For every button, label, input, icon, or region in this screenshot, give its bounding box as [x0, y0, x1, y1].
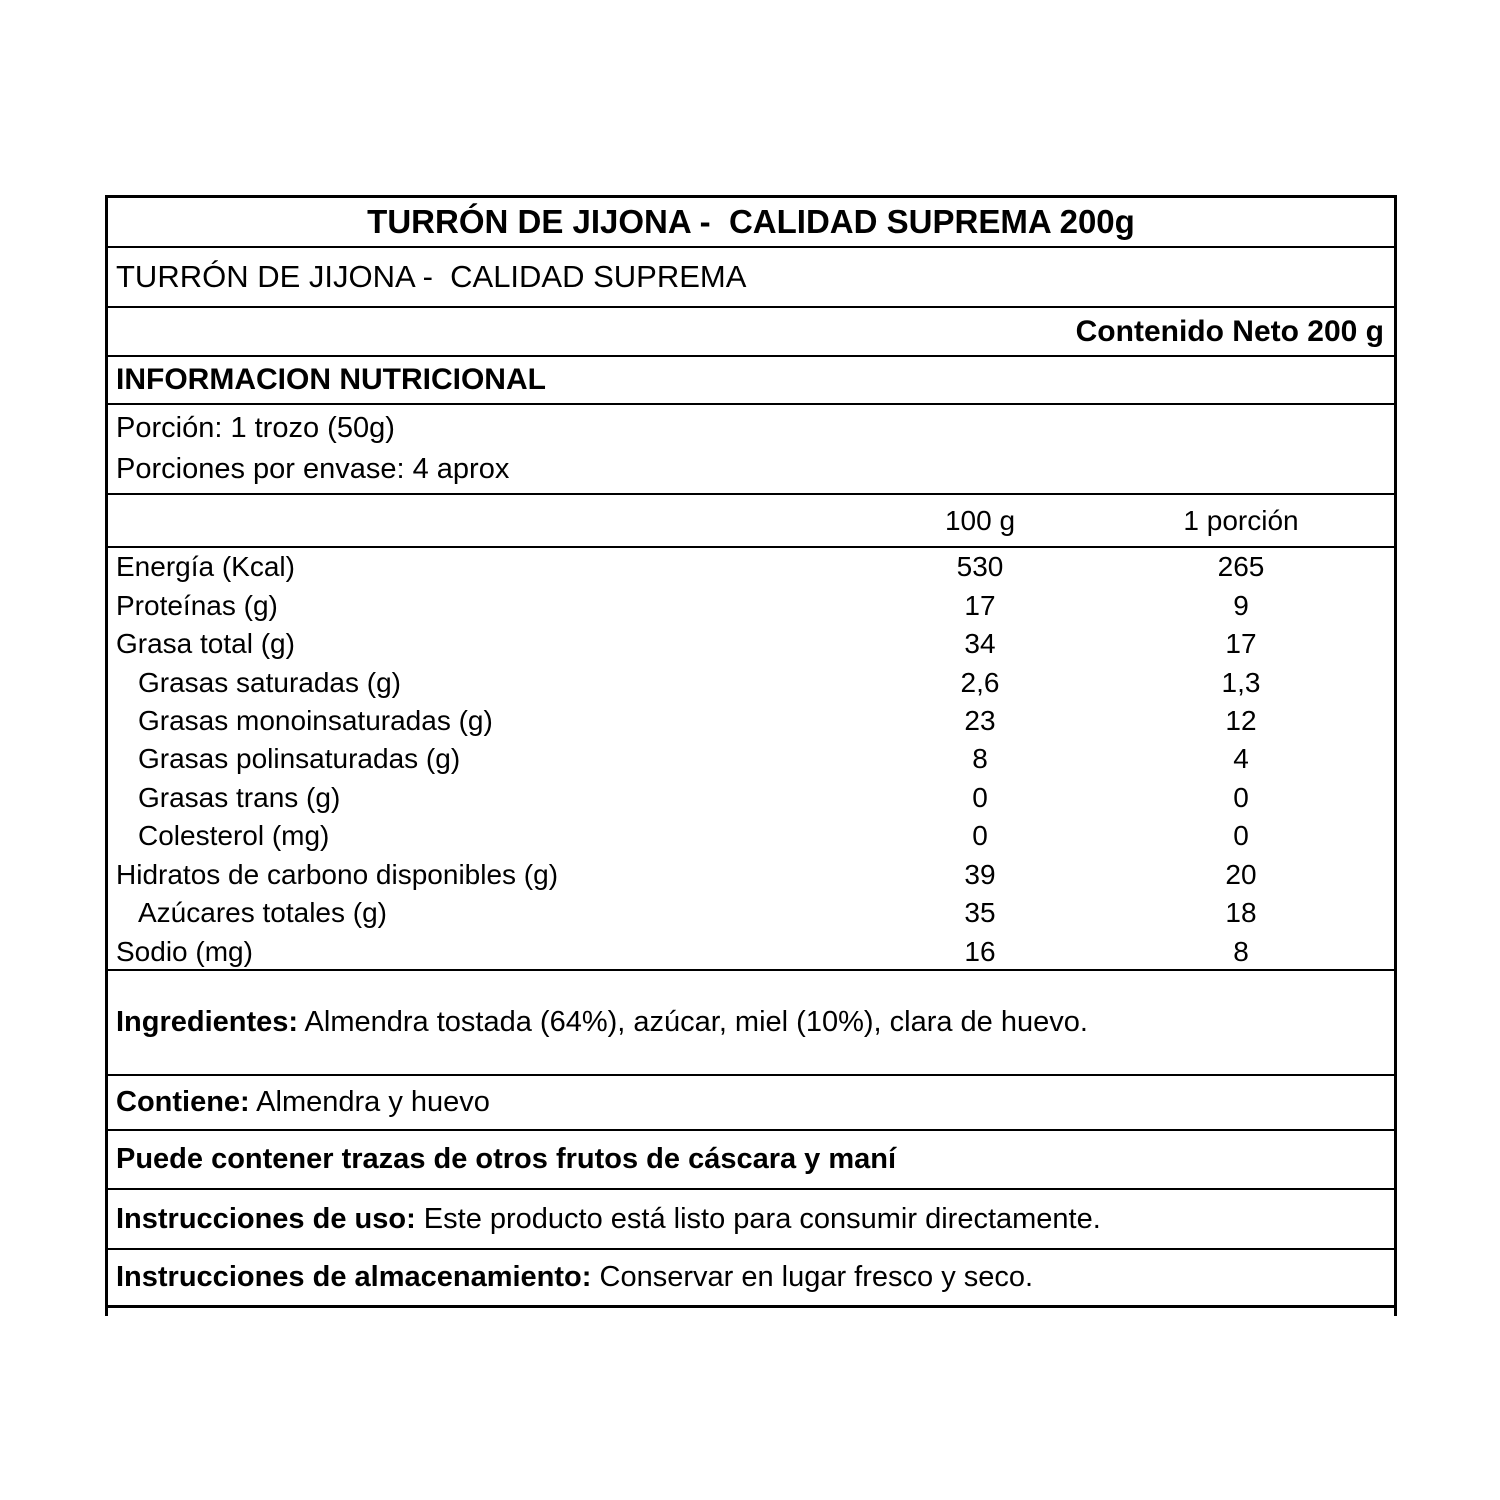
nutrient-value-1porcion: 18	[1225, 897, 1257, 929]
nutrient-value-100g: 34	[964, 628, 996, 660]
ingredients-text	[116, 1006, 1088, 1039]
nutrition-section-title: INFORMACION NUTRICIONAL	[108, 357, 1394, 405]
nutrient-row	[108, 817, 1394, 855]
nutrient-rows	[108, 548, 1394, 971]
contains-text	[116, 1086, 490, 1119]
nutrient-value-1porcion: 8	[1233, 935, 1249, 967]
nutrient-value-100g: 39	[964, 858, 996, 890]
nutrient-value-100g: 8	[972, 743, 988, 775]
product-name: TURRÓN DE JIJONA - CALIDAD SUPREMA	[108, 248, 1394, 308]
nutrient-value-100g: 2,6	[960, 666, 1000, 698]
nutrient-value-1porcion: 4	[1233, 743, 1249, 775]
nutrient-name: Hidratos de carbono disponibles (g)	[116, 858, 559, 890]
nutrient-value-100g: 0	[972, 781, 988, 813]
nutrient-name: Grasas saturadas (g)	[138, 666, 401, 698]
storage-instructions-value: Conservar en lugar fresco y seco.	[591, 1261, 1034, 1293]
nutrient-row	[108, 625, 1394, 663]
storage-instructions-label: Instrucciones de almacenamiento:	[116, 1261, 592, 1293]
nutrient-name: Grasa total (g)	[116, 628, 295, 660]
servings-per-package: Porciones por envase: 4 aprox	[116, 452, 510, 485]
contains-label: Contiene:	[116, 1086, 250, 1118]
product-title: TURRÓN DE JIJONA - CALIDAD SUPREMA 200g	[108, 198, 1394, 248]
nutrient-row	[108, 856, 1394, 894]
nutrient-row	[108, 702, 1394, 740]
nutrient-row	[108, 740, 1394, 778]
nutrient-name: Proteínas (g)	[116, 589, 278, 621]
net-content: Contenido Neto 200 g	[108, 308, 1394, 357]
nutrient-row	[108, 586, 1394, 624]
nutrient-value-1porcion: 20	[1225, 858, 1257, 890]
ingredients-value: Almendra tostada (64%), azúcar, miel (10%), clara de huevo.	[298, 1006, 1088, 1038]
nutrient-row	[108, 779, 1394, 817]
nutrient-row	[108, 548, 1394, 586]
nutrition-label-table	[105, 195, 1397, 1316]
nutrient-name: Sodio (mg)	[116, 935, 253, 967]
usage-instructions-text	[116, 1203, 1101, 1236]
column-header-100g: 100 g	[944, 504, 1016, 536]
column-header-row	[108, 495, 1394, 548]
nutrient-name: Grasas monoinsaturadas (g)	[138, 704, 493, 736]
ingredients-row	[108, 971, 1394, 1076]
nutrient-value-100g: 530	[956, 551, 1004, 583]
nutrient-value-100g: 35	[964, 897, 996, 929]
nutrient-value-1porcion: 12	[1225, 704, 1257, 736]
nutrient-row	[108, 894, 1394, 932]
nutrient-name: Colesterol (mg)	[138, 820, 330, 852]
nutrient-value-100g: 0	[972, 820, 988, 852]
nutrient-value-1porcion: 0	[1233, 781, 1249, 813]
nutrient-name: Grasas trans (g)	[138, 781, 341, 813]
usage-instructions-label: Instrucciones de uso:	[116, 1202, 416, 1235]
column-header-1porcion: 1 porción	[1183, 504, 1299, 536]
contains-row	[108, 1076, 1394, 1131]
storage-instructions-row	[108, 1250, 1394, 1308]
storage-instructions-text	[116, 1261, 1033, 1294]
nutrient-row	[108, 932, 1394, 970]
nutrient-name: Azúcares totales (g)	[138, 897, 387, 929]
serving-size: Porción: 1 trozo (50g)	[116, 412, 395, 445]
contains-value: Almendra y huevo	[249, 1086, 490, 1118]
traces-warning: Puede contener trazas de otros frutos de cáscara y maní	[108, 1131, 1394, 1190]
nutrient-value-1porcion: 0	[1233, 820, 1249, 852]
nutrient-value-1porcion: 265	[1217, 551, 1265, 583]
nutrient-value-100g: 17	[964, 589, 996, 621]
nutrient-value-1porcion: 9	[1233, 589, 1249, 621]
nutrient-value-100g: 16	[964, 935, 996, 967]
ingredients-label: Ingredientes:	[116, 1006, 299, 1038]
nutrient-value-1porcion: 1,3	[1221, 666, 1261, 698]
table-bottom-stub	[108, 1308, 1394, 1316]
nutrient-name: Energía (Kcal)	[116, 551, 295, 583]
serving-info	[108, 405, 1394, 495]
nutrient-value-1porcion: 17	[1225, 628, 1257, 660]
nutrient-row	[108, 663, 1394, 701]
nutrient-value-100g: 23	[964, 704, 996, 736]
usage-instructions-value: Este producto está listo para consumir directamente.	[415, 1202, 1101, 1235]
usage-instructions-row	[108, 1190, 1394, 1250]
nutrient-name: Grasas polinsaturadas (g)	[138, 743, 461, 775]
